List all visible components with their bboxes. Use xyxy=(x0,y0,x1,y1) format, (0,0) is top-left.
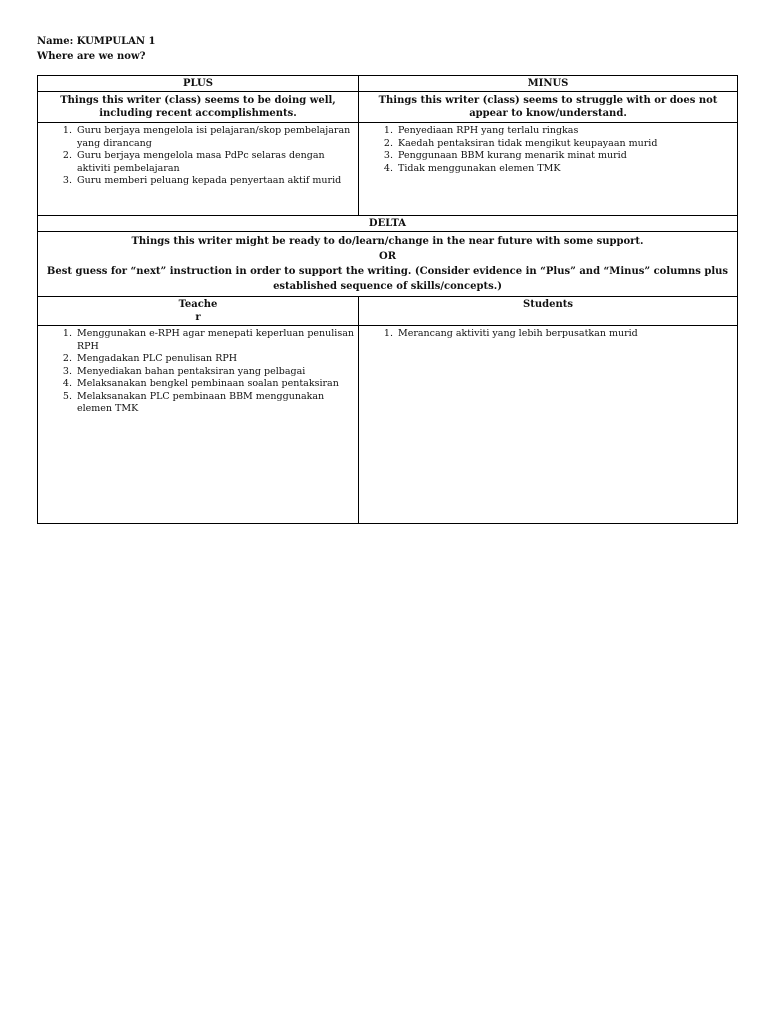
document-header xyxy=(37,34,537,64)
where-line: Where are we now? xyxy=(37,51,146,62)
list-item: 1. Merancang aktiviti yang lebih berpusatkan murid xyxy=(396,328,737,341)
teacher-header-part1: Teache xyxy=(178,299,218,310)
list-item: 3. Guru memberi peluang kepada penyertaan aktif murid xyxy=(75,175,358,188)
plus-minus-delta-table xyxy=(37,75,738,524)
teacher-header xyxy=(38,297,359,326)
students-list-cell xyxy=(359,326,738,524)
list-item: 1. Guru berjaya mengelola isi pelajaran/skop pembelajaran yang dirancang xyxy=(75,125,358,150)
teacher-header-part2: r xyxy=(195,312,201,323)
list-item: 1. Menggunakan e-RPH agar menepati keperluan penulisan RPH xyxy=(75,328,358,353)
plus-header: PLUS xyxy=(38,76,359,92)
delta-line-1: Things this writer might be ready to do/learn/change in the near future with some support. xyxy=(131,236,644,247)
list-item: 2. Kaedah pentaksiran tidak mengikut keupayaan murid xyxy=(396,138,737,151)
students-list xyxy=(359,328,737,341)
delta-line-2: Best guess for “next” instruction in order to support the writing. (Consider evidence in “Plus” and “Minus” columns plus established sequence of skills/concepts.) xyxy=(46,266,729,292)
delta-header: DELTA xyxy=(38,216,738,232)
delta-description xyxy=(38,232,738,297)
list-item: 1. Penyediaan RPH yang terlalu ringkas xyxy=(396,125,737,138)
plus-description: Things this writer (class) seems to be doing well, including recent accomplishments. xyxy=(38,92,359,123)
list-item: 3. Menyediakan bahan pentaksiran yang pelbagai xyxy=(75,366,358,379)
students-header: Students xyxy=(359,297,738,326)
minus-list-cell xyxy=(359,123,738,216)
list-item: 5. Melaksanakan PLC pembinaan BBM menggunakan elemen TMK xyxy=(75,391,358,416)
teacher-list-cell xyxy=(38,326,359,524)
minus-list xyxy=(359,125,737,175)
plus-list xyxy=(38,125,358,188)
delta-or: OR xyxy=(378,251,397,262)
list-item: 3. Penggunaan BBM kurang menarik minat murid xyxy=(396,150,737,163)
name-line: Name: KUMPULAN 1 xyxy=(37,36,156,47)
teacher-list xyxy=(38,328,358,416)
list-item: 4. Tidak menggunakan elemen TMK xyxy=(396,163,737,176)
list-item: 2. Guru berjaya mengelola masa PdPc selaras dengan aktiviti pembelajaran xyxy=(75,150,358,175)
list-item: 4. Melaksanakan bengkel pembinaan soalan pentaksiran xyxy=(75,378,358,391)
list-item: 2. Mengadakan PLC penulisan RPH xyxy=(75,353,358,366)
minus-header: MINUS xyxy=(359,76,738,92)
minus-description: Things this writer (class) seems to struggle with or does not appear to know/understand. xyxy=(359,92,738,123)
plus-list-cell xyxy=(38,123,359,216)
